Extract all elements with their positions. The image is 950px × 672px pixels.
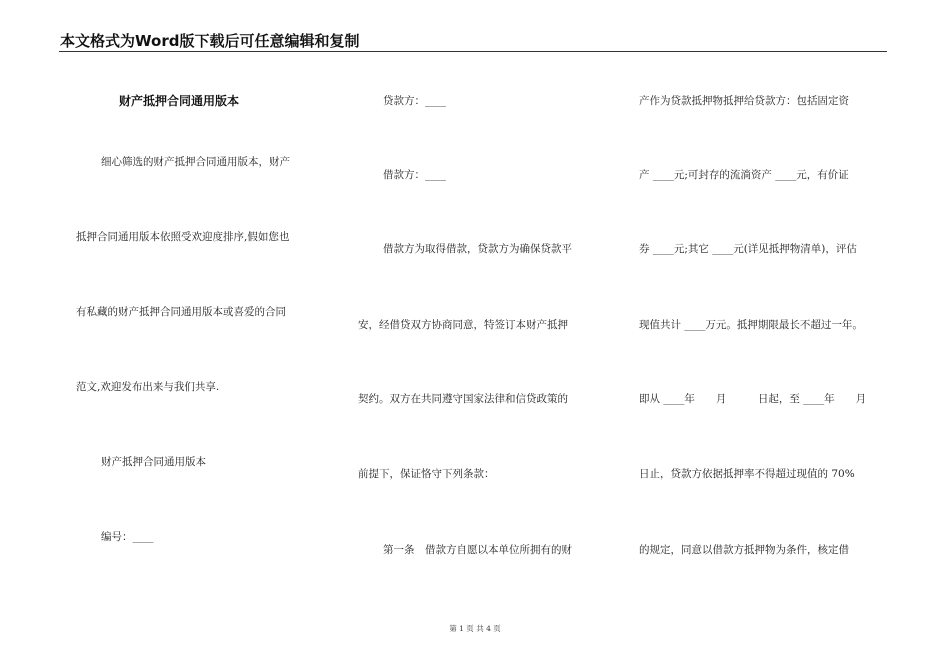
text-line: 日止，贷款方依据抵押率不得超过现值的 70% xyxy=(639,468,855,480)
contract-number-line: 编号：____ xyxy=(101,531,154,543)
page-number: 第 1 页 共 4 页 xyxy=(449,624,501,633)
text-line: 安，经借贷双方协商同意，特签订本财产抵押 xyxy=(358,319,568,331)
text-line: 前提下，保证恪守下列条款： xyxy=(358,468,495,480)
text-line: 券 ____元;其它 ____元(详见抵押物清单)，评估 xyxy=(639,243,857,255)
text-line: 现值共计 ____万元。抵押期限最长不超过一年。 xyxy=(639,319,863,331)
text-line: 产作为贷款抵押物抵押给贷款方：包括固定资 xyxy=(639,95,849,107)
section-heading: 财产抵押合同通用版本 xyxy=(101,456,206,468)
article-one-line: 第一条 借款方自愿以本单位所拥有的财 xyxy=(383,544,572,556)
document-title: 财产抵押合同通用版本 xyxy=(119,94,240,108)
text-column-1 xyxy=(76,0,326,672)
text-line: 契约。双方在共同遵守国家法律和信贷政策的 xyxy=(358,393,568,405)
text-line: 产 ____元;可封存的流淌资产 ____元，有价证 xyxy=(639,169,849,181)
text-column-2 xyxy=(358,0,602,672)
text-column-3 xyxy=(639,0,889,672)
text-line: 细心筛选的财产抵押合同通用版本，财产 xyxy=(101,156,290,168)
text-line: 范文,欢迎发布出来与我们共享. xyxy=(76,381,220,393)
text-line: 抵押合同通用版本依照受欢迎度排序,假如您也 xyxy=(76,231,290,243)
borrower-line: 借款方：____ xyxy=(383,169,446,181)
text-line: 的规定，同意以借款方抵押物为条件，核定借 xyxy=(639,544,849,556)
document-banner: 本文格式为Word版下载后可任意编辑和复制 xyxy=(60,32,360,50)
lender-line: 贷款方：____ xyxy=(383,95,446,107)
text-line: 借款方为取得借款，贷款方为确保贷款平 xyxy=(383,243,572,255)
text-line: 即从 ____年 月 日起，至 ____年 月 xyxy=(639,393,867,405)
text-line: 有私藏的财产抵押合同通用版本或喜爱的合同 xyxy=(76,306,286,318)
